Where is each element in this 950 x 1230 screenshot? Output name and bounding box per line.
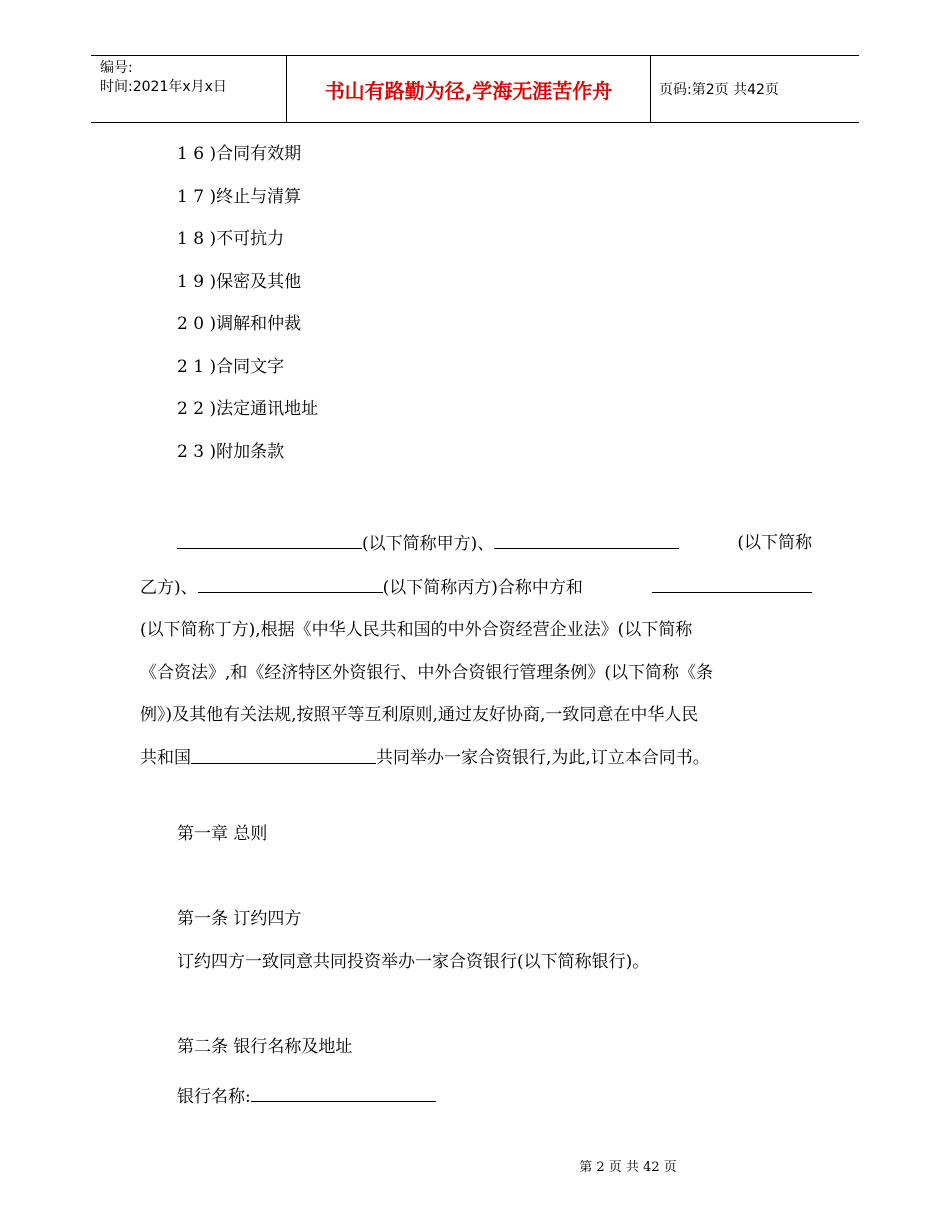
article-title: 第一条 订约四方 — [177, 909, 302, 929]
toc-item: 2 3 )附加条款 — [177, 441, 285, 462]
toc-list — [177, 142, 318, 482]
intro-text: (以下简称 — [737, 533, 812, 553]
intro-paragraph — [140, 522, 812, 779]
time-label: 时间:2021年x月x日 — [100, 79, 227, 95]
party-b-blank — [494, 522, 679, 549]
article-title: 第二条 银行名称及地址 — [177, 1037, 353, 1057]
header-meta — [100, 59, 290, 97]
header-page-info: 页码:第2页 共42页 — [659, 82, 779, 98]
toc-item: 2 0 )调解和仲裁 — [177, 314, 302, 334]
bank-name-row — [177, 1078, 436, 1109]
intro-text: 《合资法》,和《经济特区外资银行、中外合资银行管理条例》(以下简称《条 — [140, 662, 714, 683]
party-d-blank — [652, 566, 812, 593]
bank-name-label: 银行名称: — [177, 1087, 251, 1107]
intro-text: 共同举办一家合资银行,为此,订立本合同书。 — [376, 747, 710, 768]
toc-item: 2 1 )合同文字 — [177, 356, 285, 377]
bank-name-blank — [251, 1078, 436, 1102]
page-footer: 第 2 页 共 42 页 — [579, 1160, 677, 1175]
header-motto: 书山有路勤为径,学海无涯苦作舟 — [286, 56, 651, 122]
intro-text: 乙方)、 — [140, 577, 198, 598]
toc-item: 1 7 )终止与清算 — [177, 186, 302, 207]
toc-item: 1 9 )保密及其他 — [177, 271, 302, 292]
intro-text: (以下简称甲方)、 — [362, 534, 495, 554]
page-header — [91, 55, 859, 123]
intro-text: 共和国 — [140, 747, 191, 768]
intro-text: (以下简称丙方)合称中方和 — [382, 577, 583, 598]
intro-text: (以下简称丁方),根据《中华人民共和国的中外合资经营企业法》(以下简称 — [140, 620, 693, 640]
party-a-blank — [177, 522, 362, 549]
party-c-blank — [198, 566, 383, 593]
code-label: 编号: — [100, 60, 133, 76]
intro-text: 例》)及其他有关法规,按照平等互利原则,通过友好协商,一致同意在中华人民 — [140, 705, 699, 725]
location-blank — [191, 737, 376, 764]
toc-item: 1 6 )合同有效期 — [177, 144, 302, 164]
toc-item: 2 2 )法定通讯地址 — [177, 399, 319, 419]
chapter-title: 第一章 总则 — [177, 824, 268, 844]
toc-item: 1 8 )不可抗力 — [177, 229, 285, 249]
article-body: 订约四方一致同意共同投资举办一家合资银行(以下简称银行)。 — [177, 952, 650, 972]
